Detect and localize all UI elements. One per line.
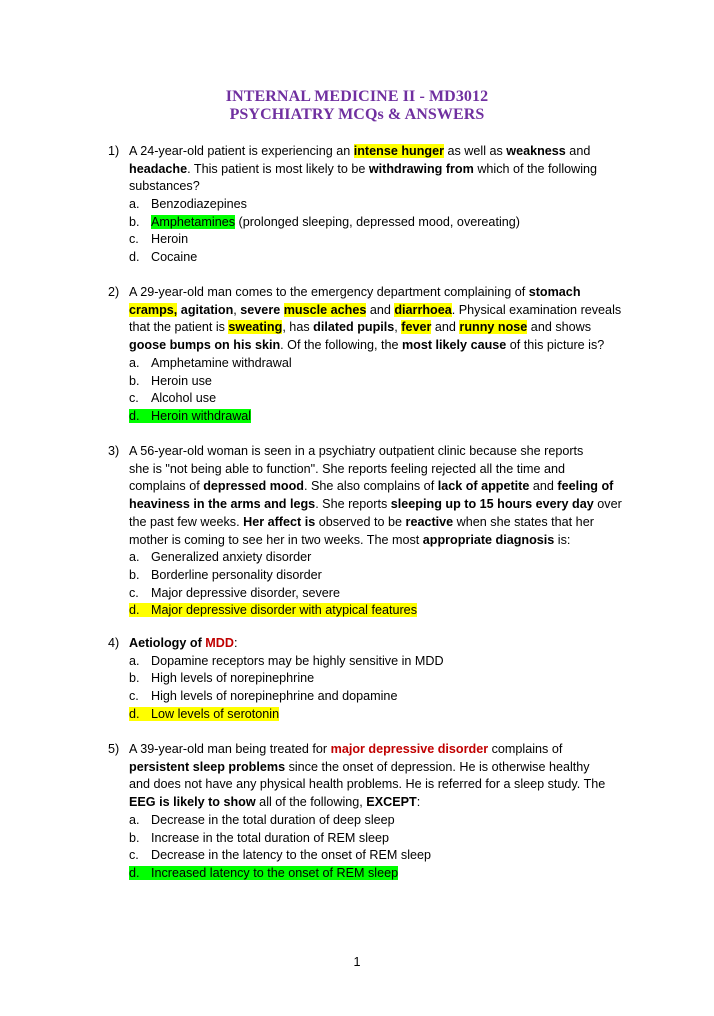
document-title: INTERNAL MEDICINE II - MD3012 — [225, 88, 489, 105]
option-c: c. Alcohol use — [129, 391, 217, 406]
option-b: b. Borderline personality disorder — [129, 567, 322, 582]
option-b: b. Increase in the total duration of REM sleep — [129, 830, 390, 845]
question-2 — [108, 284, 633, 426]
answer-options — [129, 653, 633, 724]
option-d — [129, 602, 633, 620]
option-c: c. Decrease in the latency to the onset of REM sleep — [129, 848, 432, 863]
question-stem: Aetiology of MDD: — [129, 636, 238, 650]
question-4 — [108, 635, 633, 723]
question-stem: A 24-year-old patient is experiencing an intense hunger as well as weakness and headache. This patient is most likely to be withdrawing from which of the following substances? — [129, 144, 598, 194]
option-a: a. Benzodiazepines — [129, 197, 247, 212]
option-a: a. Amphetamine withdrawal — [129, 355, 292, 370]
correct-answer-highlight: d. Low levels of serotonin — [129, 706, 280, 721]
option-c: c. Major depressive disorder, severe — [129, 585, 340, 600]
option-d: d. Cocaine — [129, 250, 198, 265]
question-stem: A 56-year-old woman is seen in a psychiatry outpatient clinic because she reports she is "not being able to function". She reports feeling rejected all the time and complains of depressed mood. She also complains of lack of appetite and feeling of heaviness in the arms and legs. She reports sleeping up to 15 hours every day over the past few weeks. Her affect is observed to be reactive when she states that her mother is coming to see her in two weeks. The most appropriate diagnosis is: — [129, 444, 622, 547]
option-c: c. High levels of norepinephrine and dopamine — [129, 689, 398, 704]
question-3 — [108, 443, 633, 620]
option-c: c. Heroin — [129, 232, 189, 247]
question-number: 1) — [108, 144, 120, 158]
option-a: a. Decrease in the total duration of deep sleep — [129, 812, 395, 827]
question-stem: A 39-year-old man being treated for major depressive disorder complains of persistent sleep problems since the onset of depression. He is otherwise healthy and does not have any physical health problems. He is referred for a sleep study. The EEG is likely to show all of the following, EXCEPT: — [129, 742, 606, 810]
option-b: b. Amphetamines (prolonged sleeping, depressed mood, overeating) — [129, 214, 520, 229]
option-b: b. Heroin use — [129, 373, 212, 388]
question-number: 4) — [108, 636, 120, 650]
correct-answer-highlight: d. Heroin withdrawal — [129, 408, 252, 423]
option-d — [129, 408, 633, 426]
highlight-keyword: intense hunger — [353, 144, 444, 158]
option-d — [129, 706, 633, 724]
document-subtitle: PSYCHIATRY MCQs & ANSWERS — [229, 106, 485, 123]
answer-options — [129, 812, 633, 883]
question-number: 2) — [108, 285, 120, 299]
correct-answer-highlight: Amphetamines — [151, 214, 235, 229]
correct-answer-highlight: d. Increased latency to the onset of REM sleep — [129, 865, 399, 880]
answer-options — [129, 196, 633, 267]
option-a: a. Dopamine receptors may be highly sensitive in MDD — [129, 653, 444, 668]
question-number: 5) — [108, 742, 120, 756]
question-1 — [108, 143, 633, 267]
answer-options — [129, 549, 633, 620]
correct-answer-highlight: d. Major depressive disorder with atypical features — [129, 603, 417, 618]
option-d — [129, 865, 633, 883]
page-number: 1 — [353, 955, 361, 969]
question-stem: A 29-year-old man comes to the emergency department complaining of stomach cramps, agitation, severe muscle aches and diarrhoea. Physical examination reveals that the patient is sweating, has dilated pupils, fever and runny nose and shows goose bumps on his skin. Of the following, the most likely cause of this picture is? — [129, 285, 622, 353]
option-b: b. High levels of norepinephrine — [129, 671, 315, 686]
answer-options — [129, 355, 633, 426]
question-5 — [108, 741, 633, 883]
question-number: 3) — [108, 444, 120, 458]
option-a: a. Generalized anxiety disorder — [129, 550, 312, 565]
